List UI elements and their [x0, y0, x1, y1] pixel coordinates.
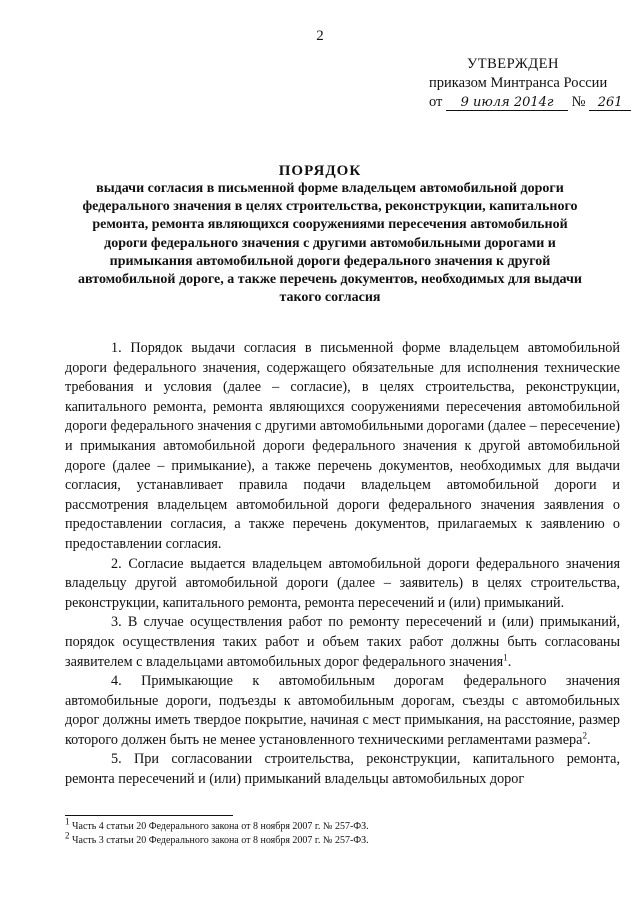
paragraph-4: 4. Примыкающие к автомобильным дорогам федерального значения автомобильные дороги, подъезды к автомобильным дорогам, съезды с автомобильных дорог должны иметь твердое покрытие, начиная с мест примыкания, на расстояние, размер которого должен быть не менее установленного техническими регламентами размера$^2$.	[65, 673, 620, 748]
paragraph-2: 2. Согласие выдается владельцем автомобильной дороги федерального значения владельцу другой автомобильной дороги (далее – заявитель) в целях строительства, реконструкции, капитального ремонта, ремонта пересечений и (или) примыканий.	[65, 555, 620, 611]
document-title: ПОРЯДОК	[278, 163, 362, 179]
paragraph-1: 1. Порядок выдачи согласия в письменной форме владельцем автомобильной дороги федерального значения, содержащего обязательные для исполнения технические требования и условия (далее – согласие), в целях строительства, реконструкции, капитального ремонта, ремонта являющихся сооружениями пересечения автомобильной дороги федерального значения с другими автомобильными дорогами (далее – пересечение) и примыкания автомобильной дороги федерального значения к другой автомобильной дороге (далее – примыкание), а также перечень документов, необходимых для выдачи согласия, устанавливает правила подачи владельцем автомобильной дороги и рассмотрения владельцем автомобильной дороги федерального значения заявления о предоставлении согласия, а также перечень документов, прилагаемых к заявлению о предоставлении согласия.	[65, 340, 620, 552]
approval-block	[424, 55, 634, 112]
paragraph-3: 3. В случае осуществления работ по ремонту пересечений и (или) примыканий, порядок осуществления таких работ и объем таких работ должны быть согласованы заявителем с владельцами автомобильных дорог федерального значения$^1$.	[65, 614, 620, 670]
approval-order: приказом Минтранса России	[429, 75, 608, 91]
handwritten-number: 261	[589, 96, 631, 111]
from-label: от	[429, 94, 443, 110]
footnote-2: $^2$ Часть 3 статьи 20 Федерального закона от 8 ноября 2007 г. № 257-ФЗ.	[65, 830, 369, 846]
document-subtitle: выдачи согласия в письменной форме владельцем автомобильной дороги федерального значения в целях строительства, реконструкции, капитального ремонта, ремонта являющихся сооружениями пересечения автомобильной дороги федерального значения с другими автомобильными дорогами и примыкания автомобильной дороги федерального значения к другой автомобильной дороге, а также перечень документов, необходимых для выдачи такого согласия	[78, 181, 582, 306]
approval-date-line	[424, 93, 634, 112]
document-body	[65, 339, 620, 790]
number-label: №	[571, 94, 586, 110]
paragraph-5: 5. При согласовании строительства, реконструкции, капитального ремонта, ремонта пересечений и (или) примыканий владельцы автомобильных дорог	[65, 751, 620, 788]
handwritten-date: 9 июля 2014г	[446, 96, 568, 111]
approval-heading: УТВЕРЖДЕН	[467, 56, 559, 72]
footnote-divider	[65, 815, 233, 816]
footnote-ref-1[interactable]: 1	[503, 651, 508, 662]
footnote-ref-2[interactable]: 2	[582, 730, 587, 741]
footnote-1: $^1$ Часть 4 статьи 20 Федерального закона от 8 ноября 2007 г. № 257-ФЗ.	[65, 816, 369, 832]
footnotes	[65, 816, 620, 848]
page-number: 2	[316, 28, 324, 44]
